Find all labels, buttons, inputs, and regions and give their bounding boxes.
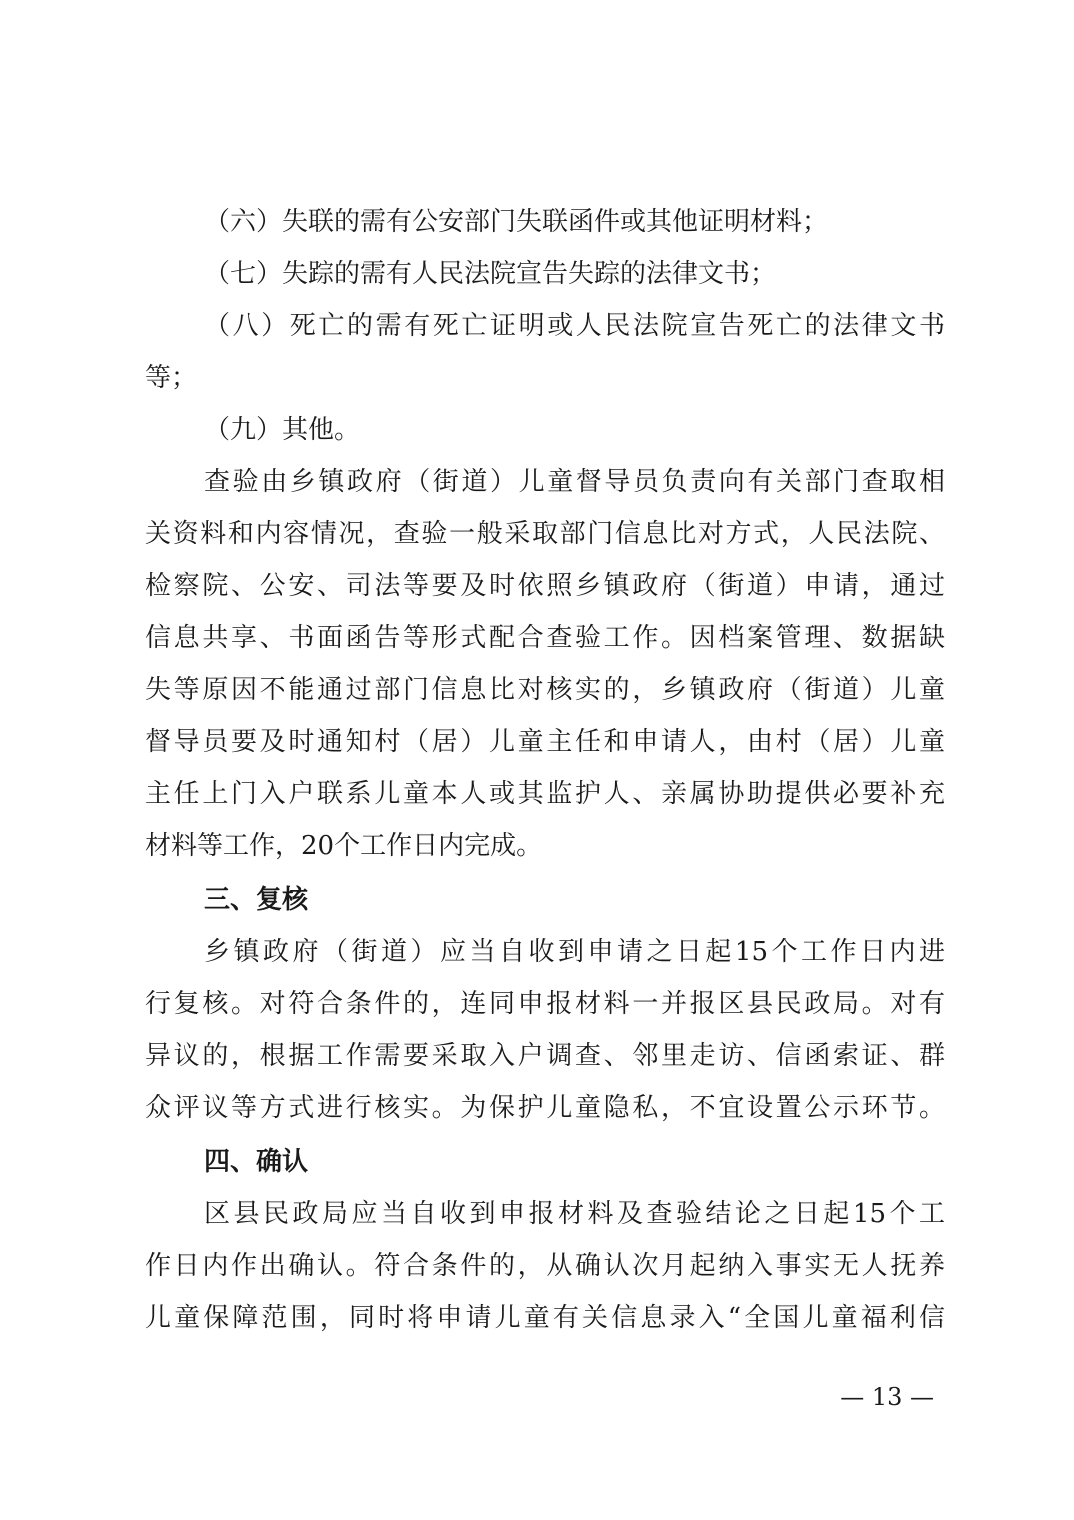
paragraph-line: 材料等工作，20个工作日内完成。 [145, 831, 543, 861]
paragraph-line: 检察院、公安、司法等要及时依照乡镇政府（街道）申请，通过 [145, 571, 945, 601]
paragraph-line: 异议的，根据工作需要采取入户调查、邻里走访、信函索证、群 [145, 1041, 945, 1071]
section-heading: 四、确认 [204, 1147, 309, 1177]
paragraph-line: 失等原因不能通过部门信息比对核实的，乡镇政府（街道）儿童 [145, 675, 945, 705]
paragraph-line: 作日内作出确认。符合条件的，从确认次月起纳入事实无人抚养 [145, 1251, 945, 1281]
paragraph-line: （七）失踪的需有人民法院宣告失踪的法律文书； [204, 259, 777, 289]
paragraph-line: 主任上门入户联系儿童本人或其监护人、亲属协助提供必要补充 [145, 779, 945, 809]
paragraph-line: 信息共享、书面函告等形式配合查验工作。因档案管理、数据缺 [145, 623, 945, 653]
paragraph-line: 督导员要及时通知村（居）儿童主任和申请人，由村（居）儿童 [145, 727, 945, 757]
paragraph-line: 儿童保障范围，同时将申请儿童有关信息录入“全国儿童福利信 [145, 1303, 945, 1333]
paragraph-line: 关资料和内容情况，查验一般采取部门信息比对方式，人民法院、 [145, 519, 945, 549]
paragraph-line: （八）死亡的需有死亡证明或人民法院宣告死亡的法律文书 [204, 311, 945, 341]
paragraph-line: 区县民政局应当自收到申报材料及查验结论之日起15个工 [204, 1199, 945, 1229]
paragraph-line: （六）失联的需有公安部门失联函件或其他证明材料； [204, 207, 829, 237]
page-number: — 13 — [840, 1383, 934, 1411]
paragraph-line: 乡镇政府（街道）应当自收到申请之日起15个工作日内进 [204, 937, 945, 967]
paragraph-line: 行复核。对符合条件的，连同申报材料一并报区县民政局。对有 [145, 989, 945, 1019]
paragraph-line: 等； [145, 363, 198, 393]
section-heading: 三、复核 [204, 885, 309, 915]
paragraph-line: （九）其他。 [204, 415, 361, 445]
paragraph-line: 查验由乡镇政府（街道）儿童督导员负责向有关部门查取相 [204, 467, 945, 497]
paragraph-line: 众评议等方式进行核实。为保护儿童隐私，不宜设置公示环节。 [145, 1093, 945, 1123]
